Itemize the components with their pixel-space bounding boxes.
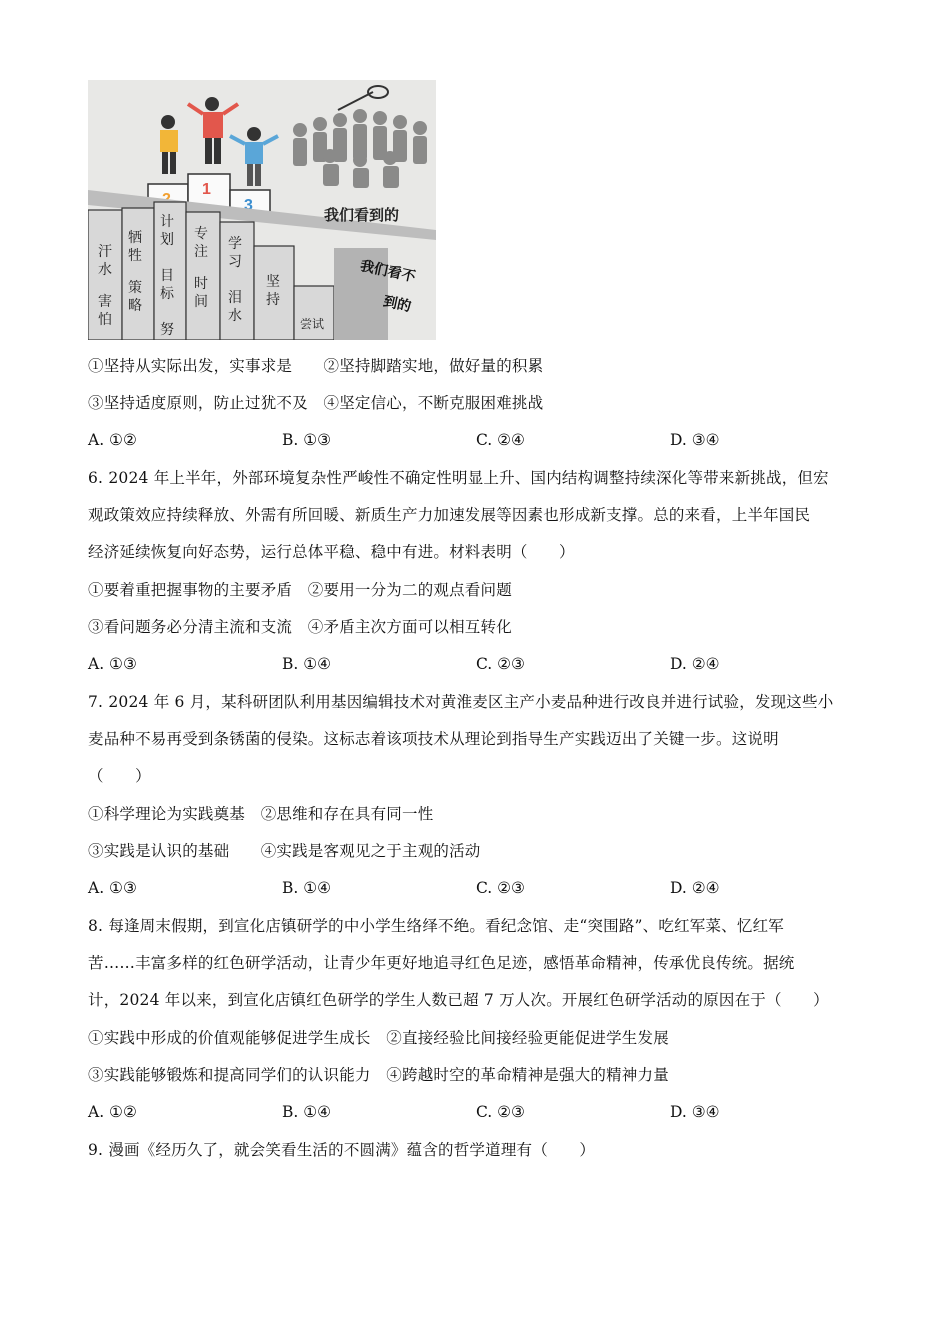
q7-option-d[interactable]: D. ②④ (670, 879, 720, 897)
q5-statements-2: ③坚持适度原则，防止过犹不及 ④坚定信心，不断克服困难挑战 (88, 394, 544, 412)
caption-seen: 我们看到的 (324, 206, 400, 224)
caption-unseen-2: 到的 (381, 293, 413, 316)
q6-stem-line-3: 经济延续恢复向好态势，运行总体平稳、稳中有进。材料表明（ ） (88, 543, 575, 561)
q7-option-a[interactable]: A. ①③ (88, 879, 137, 897)
block-7-label: 尝试 (300, 317, 325, 331)
q6-option-b[interactable]: B. ①④ (282, 655, 332, 673)
q5-option-c[interactable]: C. ②④ (476, 431, 525, 449)
block-4-char-2: 注 (194, 244, 208, 260)
block-5-char-2: 习 (228, 254, 242, 270)
cartoon-image (88, 80, 436, 340)
q5-option-d[interactable]: D. ③④ (670, 431, 720, 449)
block-5-char-4: 水 (228, 308, 242, 324)
block-4-char-3: 时 (194, 276, 208, 292)
block-1-char-3: 害 (98, 294, 112, 310)
block-1-char-1: 汗 (98, 244, 112, 260)
q7-stem-line-1: 7. 2024 年 6 月，某科研团队利用基因编辑技术对黄淮麦区主产小麦品种进行改良并进行试验，发现这些小 (88, 693, 834, 711)
q8-stem-line-3: 计，2024 年以来，到宣化店镇红色研学的学生人数已超 7 万人次。开展红色研学活动的原因在于（ ） (88, 991, 829, 1009)
q7-options (88, 878, 868, 898)
q8-stem-line-2: 苦……丰富多样的红色研学活动，让青少年更好地追寻红色足迹，感悟革命精神，传承优良传统。据统 (88, 954, 795, 972)
block-5-char-1: 学 (228, 236, 242, 252)
podium-iceberg-cartoon (88, 80, 436, 340)
q6-option-d[interactable]: D. ②④ (670, 655, 720, 673)
q5-options (88, 430, 868, 450)
block-3-char-1: 计 (160, 214, 174, 230)
q7-stem-line-2: 麦品种不易再受到条锈菌的侵染。这标志着该项技术从理论到指导生产实践迈出了关键一步。这说明 (88, 730, 779, 748)
block-1-char-4: 怕 (98, 312, 112, 328)
block-4-char-4: 间 (194, 294, 208, 310)
q8-option-a[interactable]: A. ①② (88, 1103, 137, 1121)
q8-statements-2: ③实践能够锻炼和提高同学们的认识能力 ④跨越时空的革命精神是强大的精神力量 (88, 1066, 669, 1084)
q7-statements-1: ①科学理论为实践奠基 ②思维和存在具有同一性 (88, 805, 434, 823)
q6-statements-1: ①要着重把握事物的主要矛盾 ②要用一分为二的观点看问题 (88, 581, 512, 599)
q6-option-c[interactable]: C. ②③ (476, 655, 525, 673)
caption-unseen-1: 我们看不 (358, 258, 417, 286)
q5-option-b[interactable]: B. ①③ (282, 431, 332, 449)
block-5-char-3: 泪 (228, 290, 242, 306)
q7-statements-2: ③实践是认识的基础 ④实践是客观见之于主观的活动 (88, 842, 481, 860)
block-3-char-2: 划 (160, 232, 174, 248)
block-1-char-2: 水 (98, 262, 112, 278)
q6-options (88, 654, 868, 674)
block-2-char-1: 牺 (128, 230, 142, 246)
q6-statements-2: ③看问题务必分清主流和支流 ④矛盾主次方面可以相互转化 (88, 618, 512, 636)
block-3-char-5: 努 (160, 322, 174, 338)
block-4-char-1: 专 (194, 226, 208, 242)
podium-3: 3 (244, 197, 253, 214)
q8-option-b[interactable]: B. ①④ (282, 1103, 332, 1121)
q7-stem-line-3: （ ） (88, 767, 151, 785)
q8-options (88, 1102, 868, 1122)
q5-statements-1: ①坚持从实际出发，实事求是 ②坚持脚踏实地，做好量的积累 (88, 357, 544, 375)
q6-option-a[interactable]: A. ①③ (88, 655, 137, 673)
block-2-char-2: 牲 (128, 248, 142, 264)
q5-option-a[interactable]: A. ①② (88, 431, 137, 449)
q7-option-b[interactable]: B. ①④ (282, 879, 332, 897)
q6-stem-line-2: 观政策效应持续释放、外需有所回暖、新质生产力加速发展等因素也形成新支撑。总的来看，上半年国民 (88, 506, 811, 524)
block-6-char-1: 坚 (266, 274, 280, 290)
q7-option-c[interactable]: C. ②③ (476, 879, 525, 897)
block-6-char-2: 持 (266, 292, 280, 308)
block-3-char-3: 目 (160, 268, 174, 284)
q8-option-d[interactable]: D. ③④ (670, 1103, 720, 1121)
q8-stem-line-1: 8. 每逢周末假期，到宣化店镇研学的中小学生络绎不绝。看纪念馆、走“突围路”、吃红军菜、忆红军 (88, 917, 784, 935)
block-2-char-4: 略 (128, 298, 142, 314)
block-2-char-3: 策 (128, 280, 142, 296)
block-3-char-4: 标 (160, 286, 174, 302)
q8-statements-1: ①实践中形成的价值观能够促进学生成长 ②直接经验比间接经验更能促进学生发展 (88, 1029, 669, 1047)
q8-option-c[interactable]: C. ②③ (476, 1103, 525, 1121)
podium-1: 1 (202, 181, 211, 198)
q9-stem-line-1: 9. 漫画《经历久了，就会笑看生活的不圆满》蕴含的哲学道理有（ ） (88, 1141, 596, 1159)
q6-stem-line-1: 6. 2024 年上半年，外部环境复杂性严峻性不确定性明显上升、国内结构调整持续深化等带来新挑战，但宏 (88, 469, 829, 487)
